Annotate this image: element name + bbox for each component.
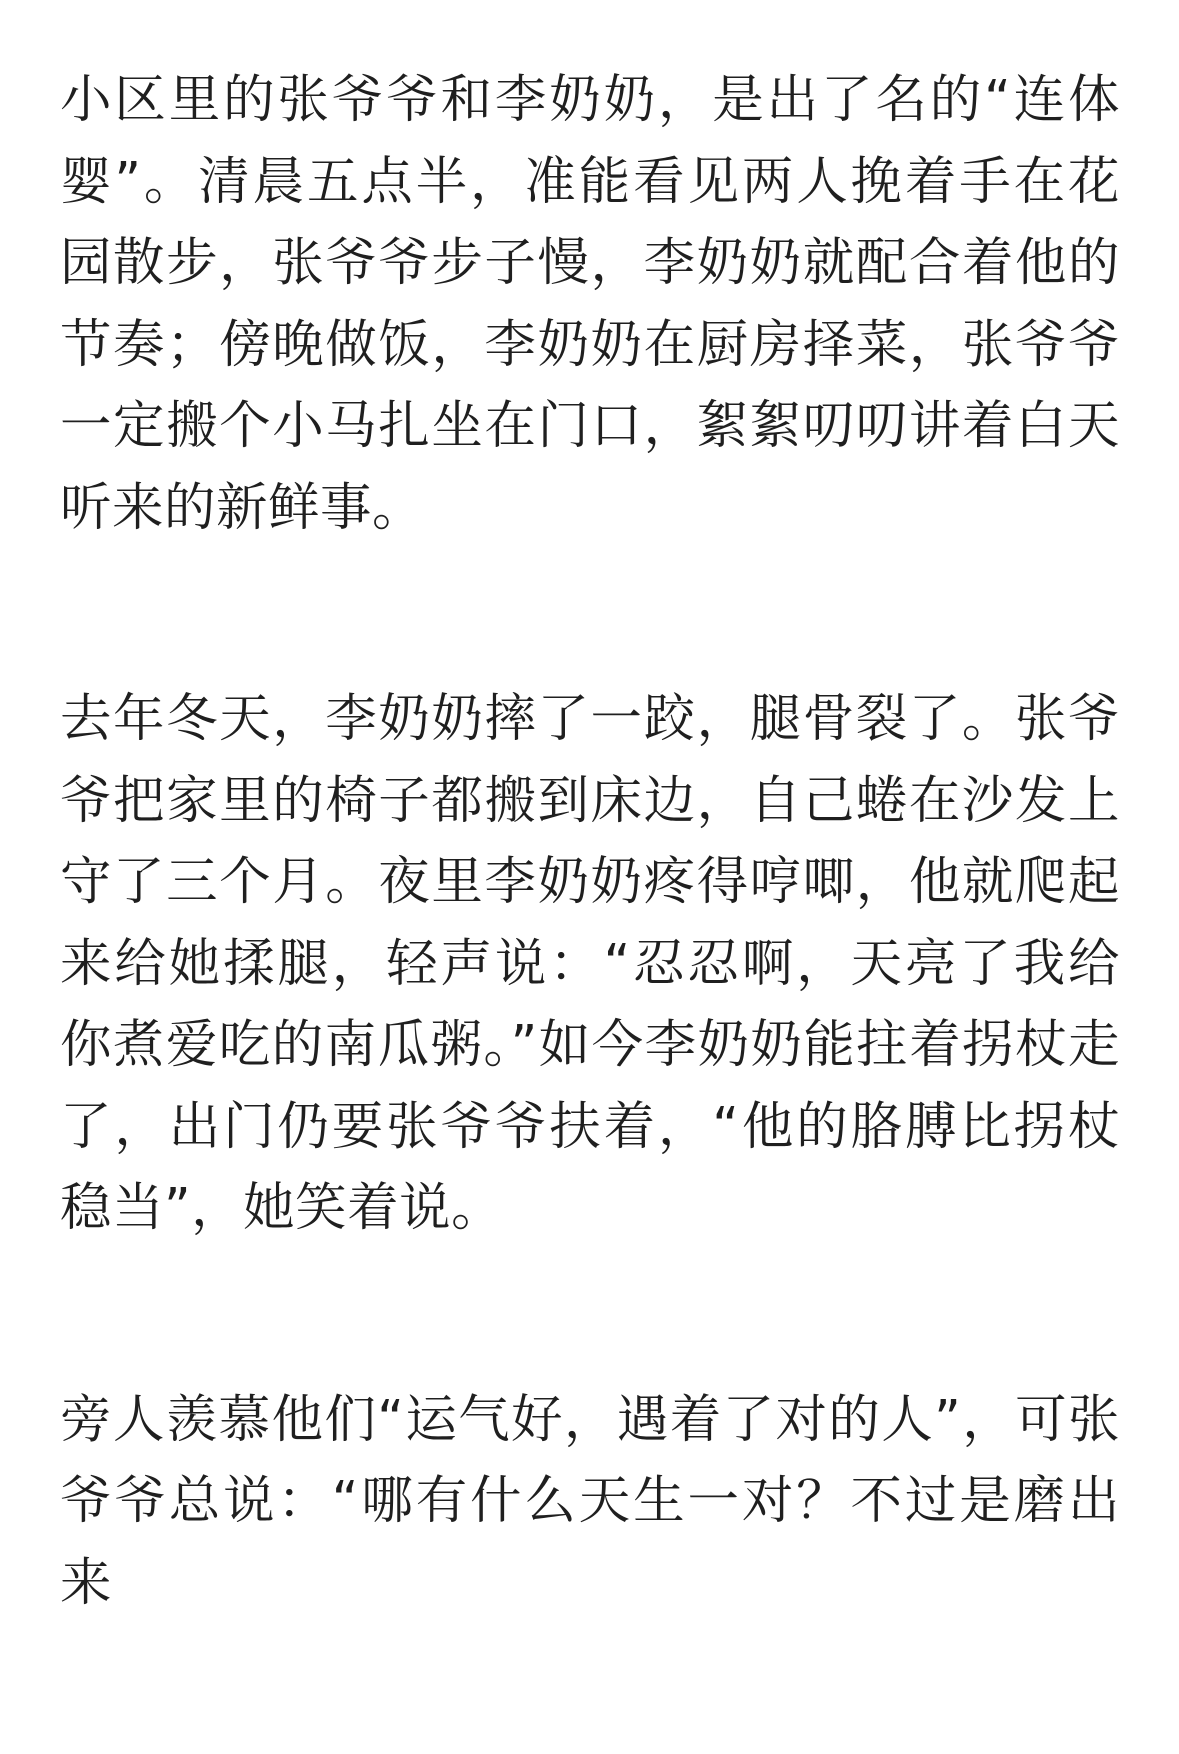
paragraph-2: 去年冬天，李奶奶摔了一跤，腿骨裂了。张爷爷把家里的椅子都搬到床边，自己蜷在沙发上守了三个月。夜里李奶奶疼得哼唧，他就爬起来给她揉腿，轻声说：“忍忍啊，天亮了我给你煮爱吃的南瓜粥。”如今李奶奶能拄着拐杖走了，出门仍要张爷爷扶着，“他的胳膊比拐杖稳当”，她笑着说。 <box>60 689 1120 1238</box>
paragraph-3: 旁人羡慕他们“运气好，遇着了对的人”，可张爷爷总说：“哪有什么天生一对？不过是磨出来 <box>60 1389 1120 1613</box>
paragraph-1: 小区里的张爷爷和李奶奶，是出了名的“连体婴”。清晨五点半，准能看见两人挽着手在花园散步，张爷爷步子慢，李奶奶就配合着他的节奏；傍晚做饭，李奶奶在厨房择菜，张爷爷一定搬个小马扎坐在门口，絮絮叨叨讲着白天听来的新鲜事。 <box>60 70 1120 538</box>
article-body <box>60 60 1120 1754</box>
